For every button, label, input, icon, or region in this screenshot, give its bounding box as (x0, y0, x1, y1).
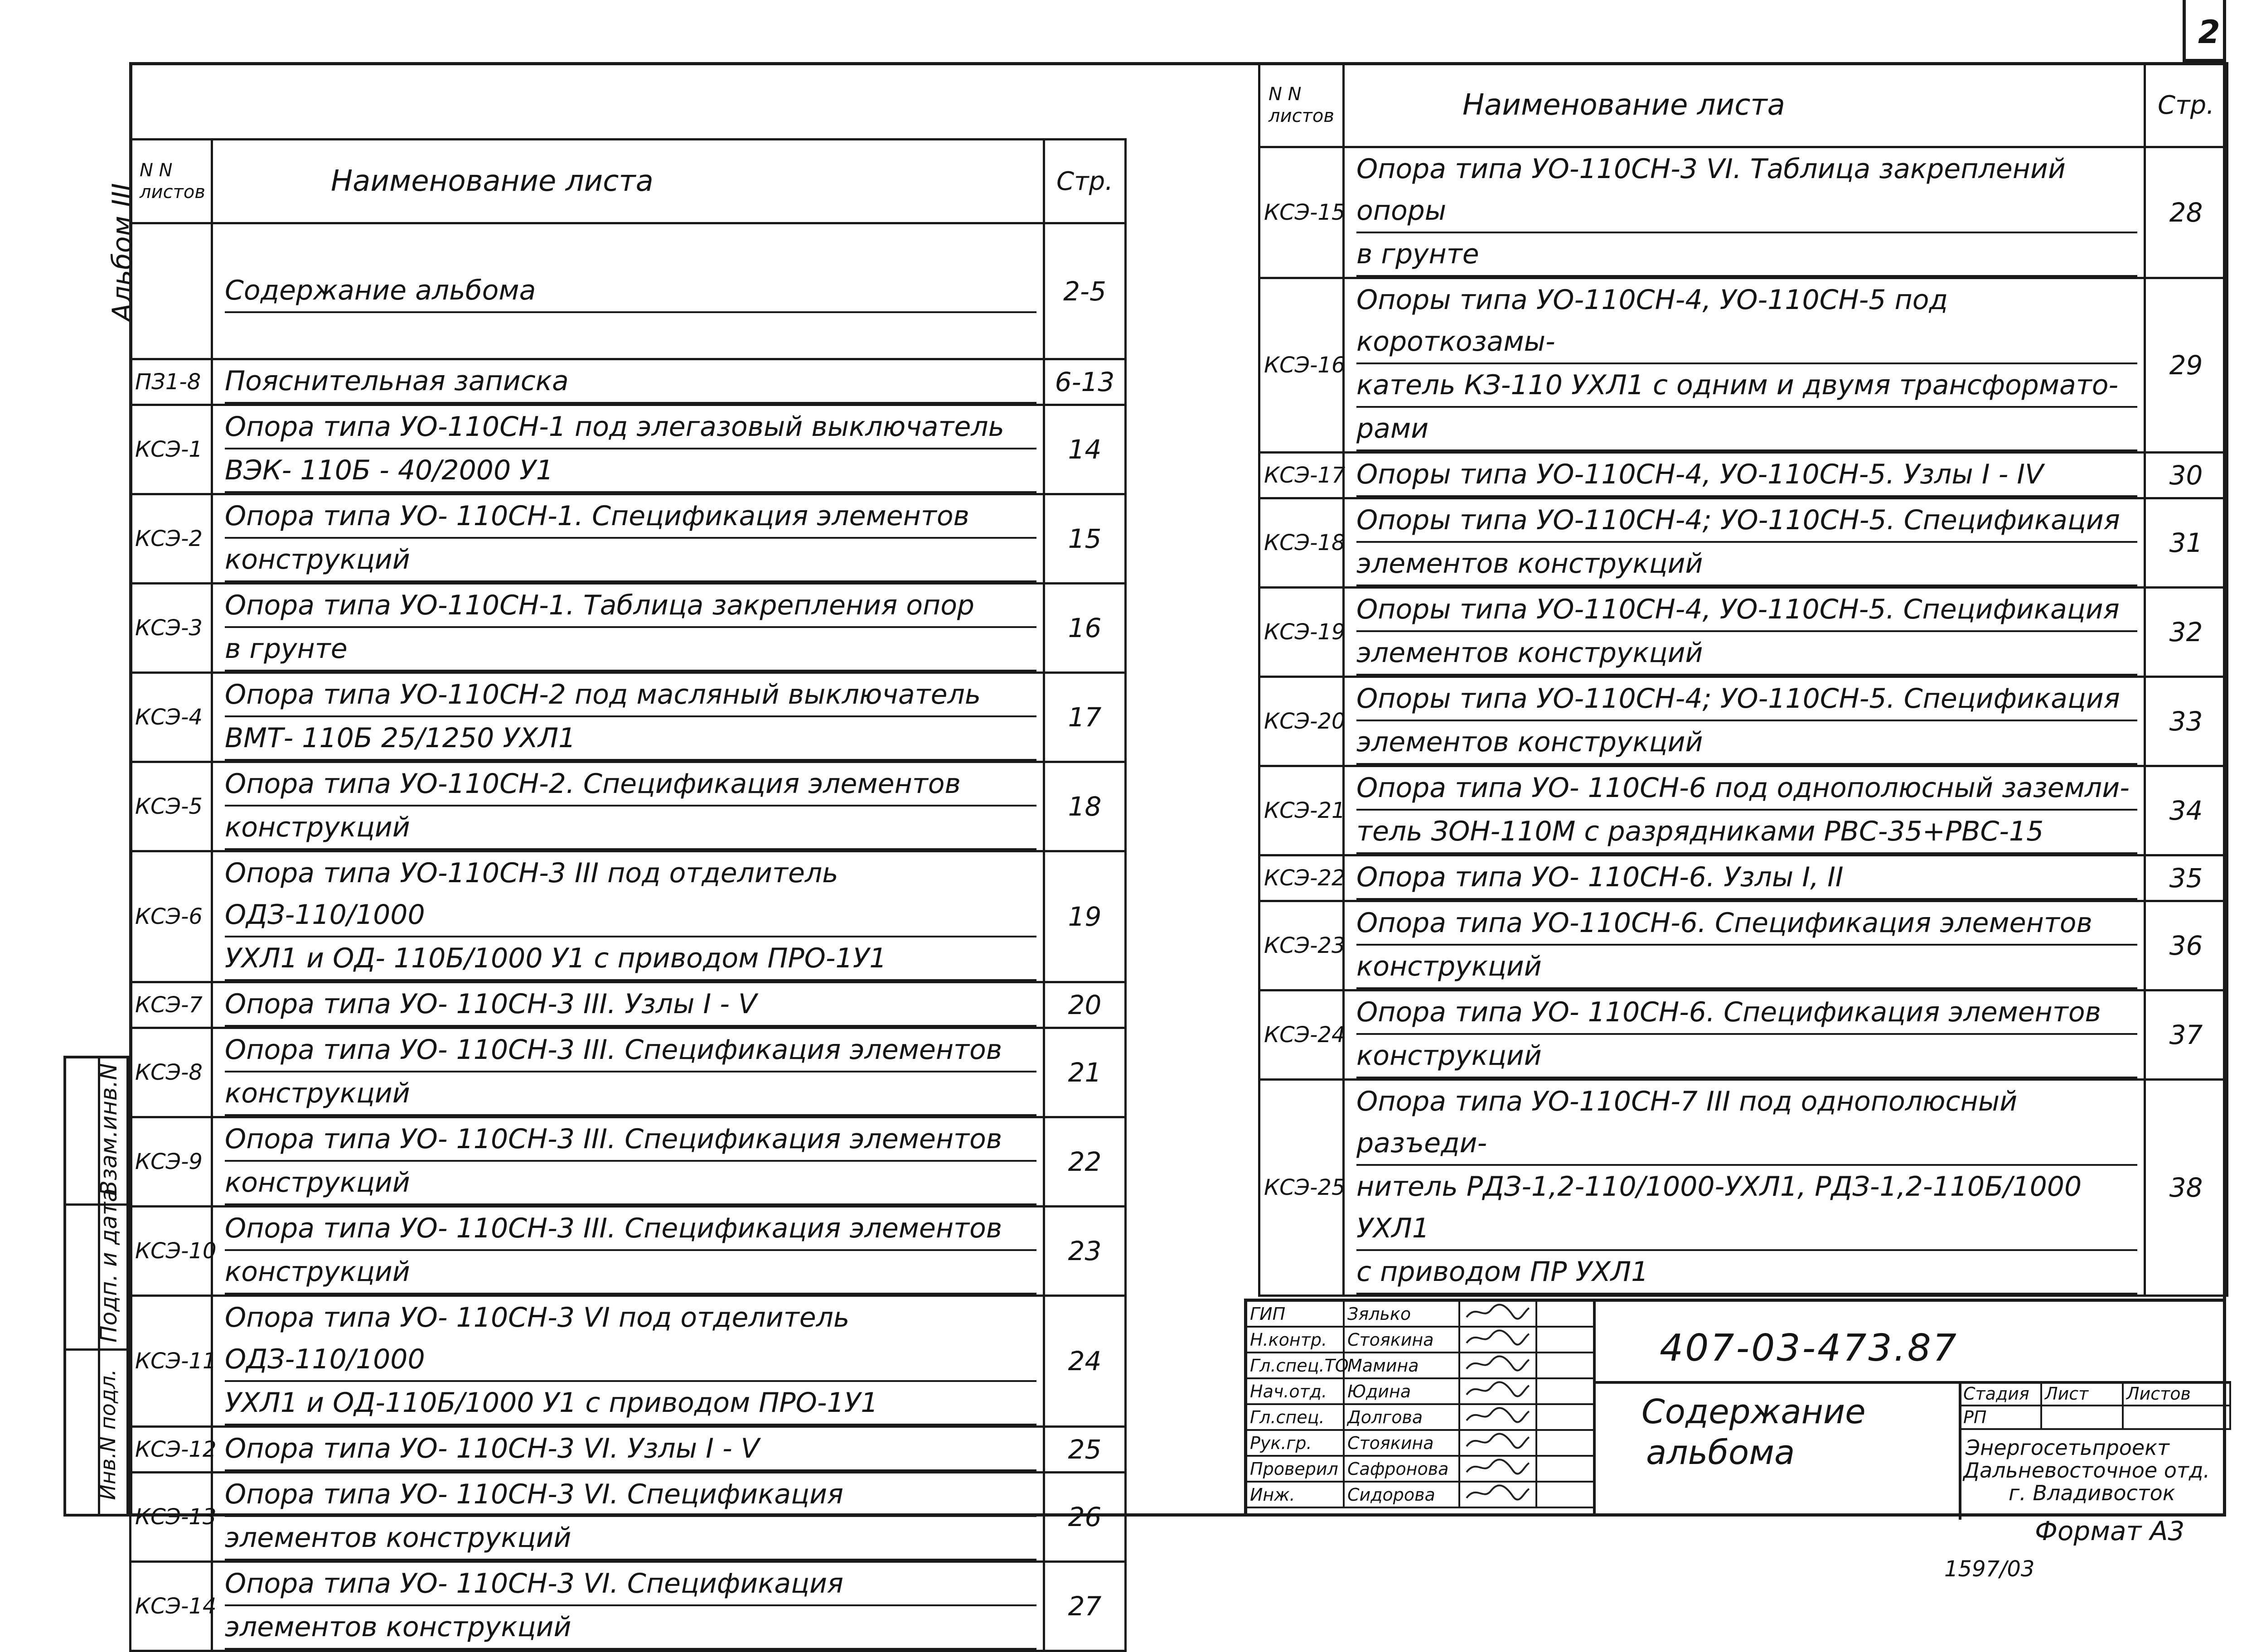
sheet-code: КСЭ-8 (131, 1028, 212, 1117)
table-row (1259, 453, 2227, 498)
sheet-name-line: в грунте (225, 628, 1036, 671)
table-row (131, 1296, 1126, 1427)
signature-mark (1459, 1456, 1536, 1482)
signature-role: ГИП (1246, 1301, 1344, 1327)
sheet-name-line: в грунте (1356, 233, 2137, 277)
signature-mark (1459, 1353, 1536, 1378)
sheet-code: КСЭ-11 (131, 1296, 212, 1427)
sheet-page: 36 (2145, 901, 2227, 990)
signature-mark (1459, 1404, 1536, 1430)
sheet-name-line: катель КЗ-110 УХЛ1 с одним и двумя трансформато- (1356, 364, 2137, 408)
table-row (1259, 498, 2227, 588)
stage-header: Стадия (1960, 1382, 2041, 1406)
table-row (131, 673, 1126, 762)
signature-name: Мамина (1344, 1353, 1459, 1378)
signature-role: Инж. (1246, 1482, 1344, 1507)
sheet-name (212, 673, 1044, 762)
sheet-page: 26 (1044, 1473, 1126, 1562)
sheet-code: КСЭ-16 (1259, 278, 1344, 453)
signature-date (1536, 1301, 1594, 1327)
signature-mark (1459, 1327, 1536, 1353)
signature-date (1536, 1430, 1594, 1456)
sheet-name-line: элементов конструкций (1356, 632, 2137, 676)
table-row (1259, 990, 2227, 1080)
signature-date (1536, 1456, 1594, 1482)
sheet-page: 15 (1044, 494, 1126, 584)
sheet-page: 28 (2145, 147, 2227, 278)
table-row (131, 494, 1126, 584)
header-nn: N N листов (1259, 63, 1344, 147)
sheet-name (212, 1028, 1044, 1117)
handwritten-signature-icon (1463, 1431, 1531, 1451)
signature-date (1536, 1378, 1594, 1404)
header-page: Стр. (1044, 140, 1126, 223)
signature-mark (1459, 1301, 1536, 1327)
sheet-page: 24 (1044, 1296, 1126, 1427)
format-label: Формат А3 (2035, 1516, 2185, 1546)
table-row (131, 1562, 1126, 1651)
sheet-name-line: элементов конструкций (225, 1606, 1036, 1650)
handwritten-signature-icon (1463, 1353, 1531, 1373)
sheet-page: 31 (2145, 498, 2227, 588)
header-page: Стр. (2145, 63, 2227, 147)
signature-date (1536, 1327, 1594, 1353)
sheet-name (212, 405, 1044, 494)
sheet-code: КСЭ-2 (131, 494, 212, 584)
signature-name: Сафронова (1344, 1456, 1459, 1482)
sheet-name-line: УХЛ1 и ОД-110Б/1000 У1 с приводом ПРО-1У1 (225, 1382, 1036, 1425)
signature-row (1246, 1301, 1594, 1327)
signature-role: Нач.отд. (1246, 1378, 1344, 1404)
table-row (131, 1117, 1126, 1207)
sheet-name (1344, 498, 2145, 588)
sheet-code: КСЭ-5 (131, 762, 212, 851)
sheet-code: КСЭ-6 (131, 851, 212, 982)
signature-name: Юдина (1344, 1378, 1459, 1404)
table-row (1259, 1080, 2227, 1296)
sheet-code: КСЭ-14 (131, 1562, 212, 1651)
signature-mark (1459, 1482, 1536, 1507)
table-row (1259, 677, 2227, 766)
sheet-name-line: Опора типа УО-110СН-6. Спецификация элементов (1356, 902, 2137, 946)
sheet-code: КСЭ-18 (1259, 498, 1344, 588)
table-row (1259, 278, 2227, 453)
sheet-name (212, 982, 1044, 1028)
signature-role: Гл.спец.ТО (1246, 1353, 1344, 1378)
right-contents-table (1258, 62, 2228, 1297)
table-row (131, 1028, 1126, 1117)
sheet-name-line: Опора типа УО- 110СН-3 III. Спецификация элементов (225, 1208, 1036, 1251)
header-nn: N N листов (131, 140, 212, 223)
sheet-code: КСЭ-13 (131, 1473, 212, 1562)
sheet-name-line: Опора типа УО- 110СН-3 III. Спецификация элементов (225, 1029, 1036, 1072)
sheet-name-line: Опора типа УО- 110СН-3 VI. Узлы I - V (225, 1428, 1036, 1471)
sheet-name-line: Опора типа УО-110СН-1 под элегазовый выключатель (225, 406, 1036, 449)
sheet-name-line: конструкций (225, 807, 1036, 850)
sheet-name-line: элементов конструкций (225, 1517, 1036, 1560)
sheet-name (1344, 147, 2145, 278)
sheet-name-line: рами (1356, 408, 2137, 451)
sheet-page: 23 (1044, 1207, 1126, 1296)
sheet-name-line: Опора типа УО- 110СН-3 VI. Спецификация (225, 1563, 1036, 1606)
sheet-name (1344, 855, 2145, 901)
sheet-page: 18 (1044, 762, 1126, 851)
sheet-name-line: Опоры типа УО-110СН-4, УО-110СН-5. Узлы I - IV (1356, 454, 2137, 497)
sheet-page: 2-5 (1044, 223, 1126, 359)
sheet-name-line: конструкций (1356, 946, 2137, 989)
signature-role: Проверил (1246, 1456, 1344, 1482)
sheet-page: 35 (2145, 855, 2227, 901)
sheet-number: 2 (2198, 14, 2220, 51)
sheet-code: ПЗ1-8 (131, 359, 212, 405)
sheet-name-line: элементов конструкций (1356, 543, 2137, 586)
sheet-page: 29 (2145, 278, 2227, 453)
sheet-name-line: Опора типа УО- 110СН-3 III. Узлы I - V (225, 983, 1036, 1027)
sheet-header: Лист (2041, 1382, 2123, 1406)
signature-date (1536, 1404, 1594, 1430)
sheet-name-line: Опора типа УО-110СН-3 VI. Таблица закреплений опоры (1356, 148, 2137, 233)
table-row (131, 851, 1126, 982)
document-code: 407-03-473.87 (1660, 1327, 1958, 1370)
table-row (131, 982, 1126, 1028)
table-row (131, 1473, 1126, 1562)
table-row (1259, 766, 2227, 855)
sheet-name-line: Опора типа УО- 110СН-1. Спецификация элементов (225, 495, 1036, 539)
table-row (1259, 588, 2227, 677)
sheet-code: КСЭ-25 (1259, 1080, 1344, 1296)
left-header-row (131, 140, 1126, 223)
sheet-page: 34 (2145, 766, 2227, 855)
sheet-name (1344, 766, 2145, 855)
sheet-page: 27 (1044, 1562, 1126, 1651)
sheet-code: КСЭ-10 (131, 1207, 212, 1296)
sheet-value (2041, 1406, 2123, 1429)
signature-date (1536, 1353, 1594, 1378)
sheet-name-line: с приводом ПР УХЛ1 (1356, 1251, 2137, 1295)
signature-row (1246, 1404, 1594, 1430)
sheet-name-line: УХЛ1 и ОД- 110Б/1000 У1 с приводом ПРО-1У1 (225, 937, 1036, 981)
stamp-substitute-inv: Взам.инв.N (96, 1063, 122, 1196)
sheet-name-line: ВМТ- 110Б 25/1250 УХЛ1 (225, 717, 1036, 761)
sheet-name-line: конструкций (225, 1251, 1036, 1295)
sheet-name-line: Опора типа УО- 110СН-6. Спецификация элементов (1356, 991, 2137, 1035)
sheet-name-line: Опора типа УО- 110СН-6 под однополюсный заземли- (1356, 767, 2137, 811)
sheet-name-line: Опора типа УО-110СН-2 под масляный выключатель (225, 674, 1036, 717)
sheet-code: КСЭ-4 (131, 673, 212, 762)
sheet-name (1344, 588, 2145, 677)
table-row (131, 762, 1126, 851)
header-name: Наименование листа (212, 140, 1044, 223)
sheet-name (212, 1473, 1044, 1562)
sheet-name-line: Опора типа УО- 110СН-3 VI. Спецификация (225, 1473, 1036, 1517)
sheet-page: 16 (1044, 584, 1126, 673)
sheet-name-line: конструкций (225, 1072, 1036, 1116)
signature-role: Н.контр. (1246, 1327, 1344, 1353)
sheet-name (212, 1427, 1044, 1473)
signature-row (1246, 1353, 1594, 1378)
sheet-code: КСЭ-1 (131, 405, 212, 494)
sheet-name-line: элементов конструкций (1356, 721, 2137, 765)
sheet-code: КСЭ-7 (131, 982, 212, 1028)
signature-name: Зялько (1344, 1301, 1459, 1327)
sheet-name-line: Опора типа УО-110СН-2. Спецификация элементов (225, 763, 1036, 807)
sheet-page: 17 (1044, 673, 1126, 762)
signature-mark (1459, 1430, 1536, 1456)
sheet-name-line: Опора типа УО- 110СН-3 VI под отделитель ОДЗ-110/1000 (225, 1297, 1036, 1382)
signature-role: Гл.спец. (1246, 1404, 1344, 1430)
signature-name: Сидорова (1344, 1482, 1459, 1507)
organization-line-3: г. Владивосток (2009, 1481, 2175, 1505)
stage-value: РП (1960, 1406, 2041, 1429)
sheet-name (212, 851, 1044, 982)
handwritten-signature-icon (1463, 1379, 1531, 1399)
signature-row (1246, 1482, 1594, 1507)
organization-line-1: Энергосетьпроект (1966, 1435, 2169, 1460)
sheet-name (1344, 990, 2145, 1080)
sheet-name-line: Опора типа УО-110СН-3 III под отделитель ОДЗ-110/1000 (225, 852, 1036, 937)
signature-name: Стоякина (1344, 1327, 1459, 1353)
handwritten-signature-icon (1463, 1457, 1531, 1477)
sheet-name (212, 223, 1044, 359)
sheet-page: 37 (2145, 990, 2227, 1080)
sheet-name-line: Опоры типа УО-110СН-4; УО-110СН-5. Спецификация (1356, 499, 2137, 543)
table-row (131, 1207, 1126, 1296)
right-header-row (1259, 63, 2227, 147)
handwritten-signature-icon (1463, 1483, 1531, 1502)
sheet-page: 14 (1044, 405, 1126, 494)
sheet-page: 19 (1044, 851, 1126, 982)
table-row (131, 359, 1126, 405)
handwritten-signature-icon (1463, 1405, 1531, 1425)
sheet-name-line: конструкций (225, 1162, 1036, 1205)
sheet-name (212, 1296, 1044, 1427)
table-row (1259, 855, 2227, 901)
sheet-code: КСЭ-21 (1259, 766, 1344, 855)
sheet-name-line: Опоры типа УО-110СН-4; УО-110СН-5. Спецификация (1356, 678, 2137, 721)
sheet-name-line: Опора типа УО-110СН-1. Таблица закрепления опор (225, 584, 1036, 628)
sheet-name (212, 359, 1044, 405)
signature-role: Рук.гр. (1246, 1430, 1344, 1456)
stage-table (1959, 1381, 2231, 1430)
sheet-name-line: Опоры типа УО-110СН-4, УО-110СН-5. Спецификация (1356, 589, 2137, 632)
sheet-name-line: Содержание альбома (225, 270, 1036, 313)
left-contents-table (129, 138, 1127, 1652)
sheet-name (212, 1562, 1044, 1651)
sheet-name-line: Опоры типа УО-110СН-4, УО-110СН-5 под короткозамы- (1356, 279, 2137, 364)
stamp-sign-date: Подп. и дата (96, 1188, 122, 1343)
sheet-code: КСЭ-9 (131, 1117, 212, 1207)
sheet-code: КСЭ-12 (131, 1427, 212, 1473)
table-row (131, 1427, 1126, 1473)
sheet-name (212, 584, 1044, 673)
sheet-name-line: нитель РДЗ-1,2-110/1000-УХЛ1, РДЗ-1,2-110Б/1000 УХЛ1 (1356, 1166, 2137, 1251)
sheet-page: 33 (2145, 677, 2227, 766)
title-block-vline (1593, 1302, 1596, 1513)
title-line-2: альбома (1646, 1433, 1795, 1472)
sheet-code: КСЭ-3 (131, 584, 212, 673)
sheet-name (212, 1207, 1044, 1296)
signature-row (1246, 1456, 1594, 1482)
sheet-code: КСЭ-23 (1259, 901, 1344, 990)
sheet-code: КСЭ-22 (1259, 855, 1344, 901)
sheet-name (212, 762, 1044, 851)
table-row (1259, 901, 2227, 990)
handwritten-signature-icon (1463, 1302, 1531, 1322)
header-name: Наименование листа (1344, 63, 2145, 147)
title-block (1244, 1299, 2226, 1517)
sheets-header: Листов (2123, 1382, 2230, 1406)
sheet-code: КСЭ-24 (1259, 990, 1344, 1080)
sheet-code: КСЭ-15 (1259, 147, 1344, 278)
sheet-page: 22 (1044, 1117, 1126, 1207)
archive-number: 1597/03 (1944, 1556, 2035, 1582)
sheet-name (1344, 901, 2145, 990)
sheet-name-line: Пояснительная записка (225, 360, 1036, 404)
signature-name: Стоякина (1344, 1430, 1459, 1456)
organization-line-2: Дальневосточное отд. (1963, 1458, 2210, 1483)
sheet-page: 32 (2145, 588, 2227, 677)
sheet-page: 6-13 (1044, 359, 1126, 405)
sheet-name (1344, 278, 2145, 453)
sheet-name (1344, 453, 2145, 498)
sheet-code (131, 223, 212, 359)
table-row (1259, 147, 2227, 278)
signature-row (1246, 1378, 1594, 1404)
sheet-name-line: конструкций (1356, 1035, 2137, 1078)
title-line-1: Содержание (1641, 1392, 1866, 1431)
sheet-page: 38 (2145, 1080, 2227, 1296)
sheet-code: КСЭ-17 (1259, 453, 1344, 498)
sheet-name (212, 1117, 1044, 1207)
sheet-code: КСЭ-19 (1259, 588, 1344, 677)
sheet-page: 20 (1044, 982, 1126, 1028)
sheet-name-line: тель ЗОН-110М с разрядниками РВС-35+РВС-15 (1356, 811, 2137, 854)
sheet-name (1344, 677, 2145, 766)
table-row (131, 584, 1126, 673)
sheet-code: КСЭ-20 (1259, 677, 1344, 766)
sheet-page: 30 (2145, 453, 2227, 498)
album-label: Альбом III (107, 183, 138, 322)
sheets-value (2123, 1406, 2230, 1429)
sheet-page: 25 (1044, 1427, 1126, 1473)
handwritten-signature-icon (1463, 1328, 1531, 1348)
sheet-name (212, 494, 1044, 584)
signature-row (1246, 1327, 1594, 1353)
sheet-name-line: Опора типа УО- 110СН-6. Узлы I, II (1356, 856, 2137, 900)
sheet-page: 21 (1044, 1028, 1126, 1117)
signature-date (1536, 1482, 1594, 1507)
signature-table (1245, 1300, 1595, 1508)
sheet-name-line: Опора типа УО-110СН-7 III под однополюсный разъеди- (1356, 1081, 2137, 1166)
table-row (131, 405, 1126, 494)
sheet-name (1344, 1080, 2145, 1296)
table-row (131, 223, 1126, 359)
sheet-name-line: Опора типа УО- 110СН-3 III. Спецификация элементов (225, 1118, 1036, 1162)
signature-row (1246, 1430, 1594, 1456)
stamp-original-inv: Инв.N подл. (96, 1369, 120, 1500)
signature-mark (1459, 1378, 1536, 1404)
sheet-name-line: ВЭК- 110Б - 40/2000 У1 (225, 449, 1036, 493)
side-stamp (63, 1056, 129, 1517)
signature-name: Долгова (1344, 1404, 1459, 1430)
sheet-name-line: конструкций (225, 539, 1036, 582)
